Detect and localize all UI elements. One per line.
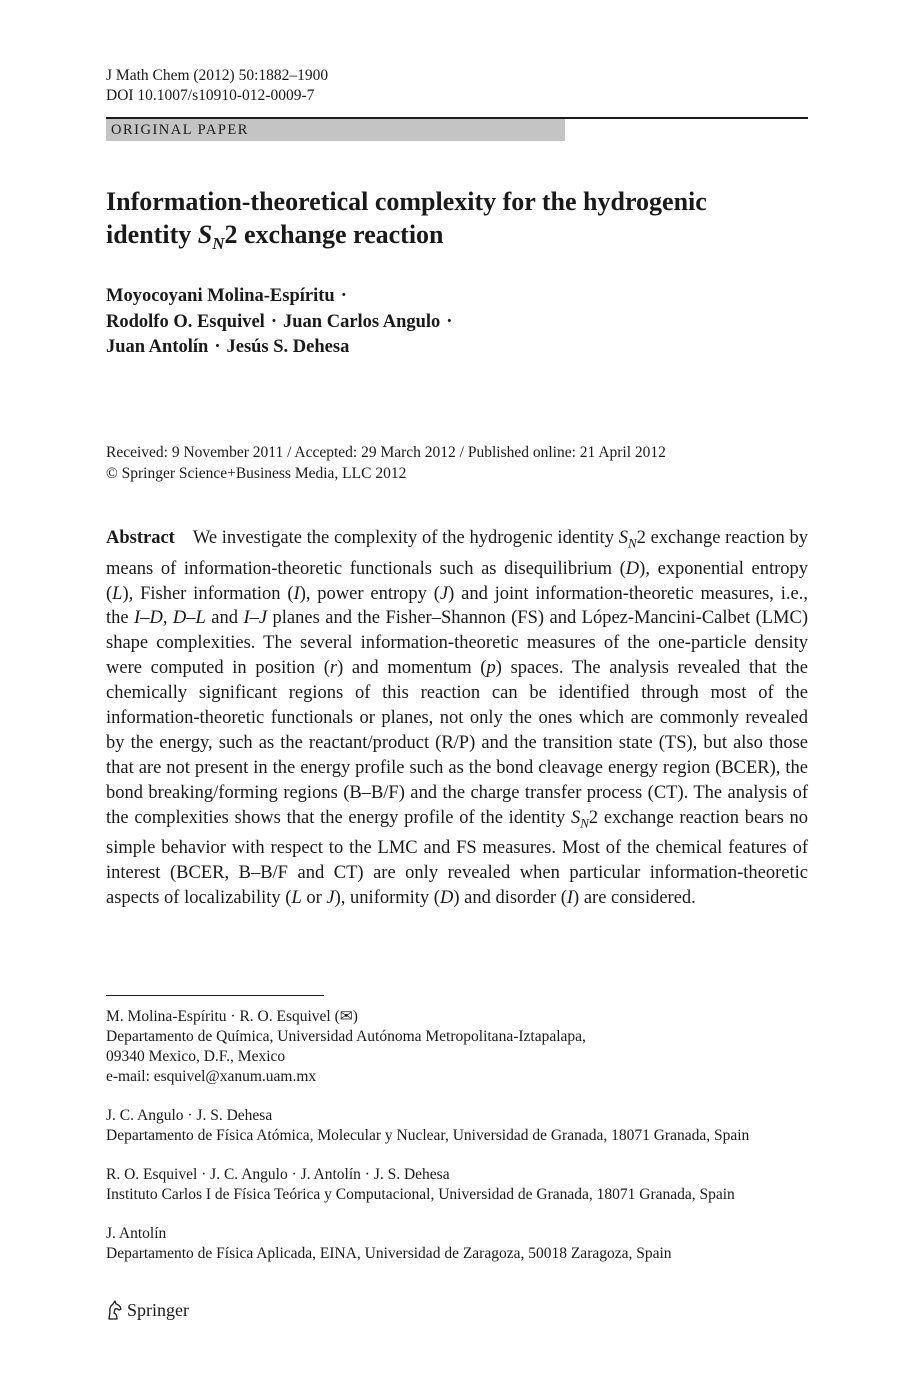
affiliations (106, 1007, 808, 1283)
date-history: Received: 9 November 2011 / Accepted: 29 March 2012 / Published online: 21 April 2012 (106, 444, 666, 461)
author-name: Juan Antolín (106, 337, 209, 357)
abstract-label: Abstract (106, 528, 175, 548)
affiliation-email: e-mail: esquivel@xanum.uam.mx (106, 1068, 317, 1085)
affiliation-line: Departamento de Química, Universidad Autónoma Metropolitana-Iztapalapa, (106, 1028, 586, 1045)
publication-dates (106, 442, 666, 484)
affiliation-authors: J. C. Angulo · J. S. Dehesa (106, 1107, 273, 1124)
affiliation-line: 09340 Mexico, D.F., Mexico (106, 1048, 286, 1065)
affiliation-block (106, 1165, 808, 1205)
journal-info (106, 66, 328, 106)
author-separator: · (340, 286, 347, 306)
title-line-2-suffix: 2 exchange reaction (224, 220, 444, 249)
publisher-name: Springer (127, 1300, 189, 1320)
journal-doi: DOI 10.1007/s10910-012-0009-7 (106, 87, 315, 104)
title-sn-subscript: N (212, 234, 225, 254)
author-name: Juan Carlos Angulo (283, 311, 441, 332)
springer-horse-icon (106, 1300, 124, 1320)
title-line-2-prefix: identity (106, 220, 198, 249)
author-separator: · (446, 311, 453, 332)
paper-title (106, 185, 808, 260)
affiliation-line: Departamento de Física Atómica, Molecular y Nuclear, Universidad de Granada, 18071 Granada, Spain (106, 1127, 750, 1144)
footnote-rule (106, 995, 324, 996)
affiliation-block (106, 1007, 808, 1087)
author-name: Moyocoyani Molina-Espíritu (106, 286, 335, 306)
author-list (106, 284, 808, 361)
journal-citation: J Math Chem (2012) 50:1882–1900 (106, 67, 329, 84)
affiliation-line: Instituto Carlos I de Física Teórica y Computacional, Universidad de Granada, 18071 Granada, Spain (106, 1186, 735, 1203)
author-separator: · (214, 337, 221, 357)
affiliation-line: Departamento de Física Aplicada, EINA, Universidad de Zaragoza, 50018 Zaragoza, Spain (106, 1245, 672, 1262)
abstract-text: We investigate the complexity of the hydrogenic identity $S_N2$ exchange reaction by means of information-theoretic functionals such as disequilibrium (D), exponential entropy (L), Fisher information (I), power entropy (J) and joint information-theoretic measures, i.e., the I–D, D–L and I–J planes and the Fisher–Shannon (FS) and López-Mancini-Calbet (LMC) shape complexities. The several information-theoretic measures of the one-particle density were computed in position (r) and momentum (p) spaces. The analysis revealed that the chemically significant regions of this reaction can be identified through most of the information-theoretic functionals or planes, not only the ones which are commonly revealed by the energy, such as the reactant/product (R/P) and the transition state (TS), but also those that are not present in the energy profile such as the bond cleavage energy region (BCER), the bond breaking/forming regions (B–B/F) and the charge transfer process (CT). The analysis of the complexities shows that the energy profile of the identity $S_N2$ exchange reaction bears no simple behavior with respect to the LMC and FS measures. Most of the chemical features of interest (BCER, B–B/F and CT) are only revealed when particular information-theoretic aspects of localizability (L or J), uniformity (D) and disorder (I) are considered. (106, 528, 809, 909)
title-sn-symbol: S (197, 220, 213, 249)
copyright-notice: © Springer Science+Business Media, LLC 2012 (106, 465, 407, 482)
affiliation-authors: J. Antolín (106, 1225, 167, 1242)
affiliation-authors: R. O. Esquivel · J. C. Angulo · J. Antolín · J. S. Dehesa (106, 1166, 450, 1183)
affiliation-block (106, 1224, 808, 1264)
author-separator: · (270, 311, 277, 332)
title-line-1: Information-theoretical complexity for the hydrogenic (106, 187, 707, 216)
author-name: Jesús S. Dehesa (226, 337, 350, 357)
abstract (106, 526, 808, 911)
affiliation-authors: M. Molina-Espíritu · R. O. Esquivel (✉) (106, 1008, 358, 1025)
publisher-logo (106, 1298, 189, 1322)
affiliation-block (106, 1106, 808, 1146)
author-name: Rodolfo O. Esquivel (106, 311, 265, 332)
article-type-label: ORIGINAL PAPER (106, 119, 565, 141)
